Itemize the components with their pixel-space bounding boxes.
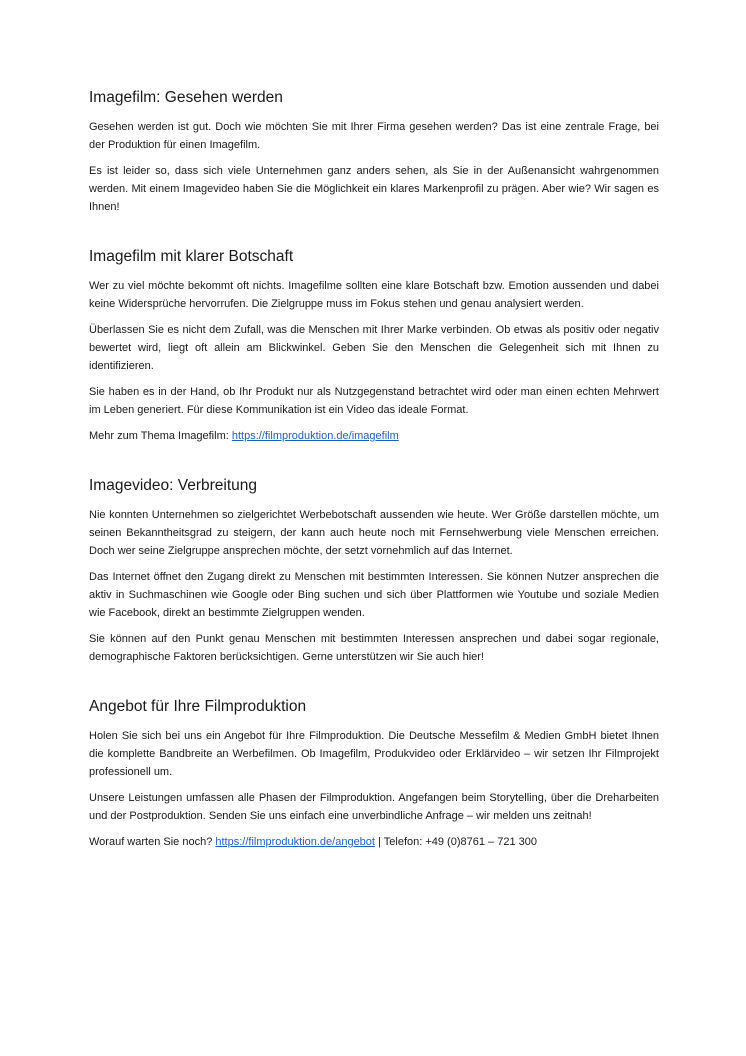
- paragraph: Holen Sie sich bei uns ein Angebot für Ihre Filmproduktion. Die Deutsche Messefilm & Medien GmbH bietet Ihnen die komplette Bandbreite an Werbefilmen. Ob Imagefilm, Produkvideo oder Erklärvideo – wir setzen Ihr Filmprojekt professionell um.: [89, 730, 659, 778]
- paragraph: Überlassen Sie es nicht dem Zufall, was die Menschen mit Ihrer Marke verbinden. Ob etwas als positiv oder negativ bewertet wird, liegt oft allein am Blickwinkel. Geben Sie den Menschen die Gelegenheit sich mit Ihnen zu identifizieren.: [89, 324, 659, 372]
- paragraph: Nie konnten Unternehmen so zielgerichtet Werbebotschaft aussenden wie heute. Wer Größe darstellen möchte, um seinen Bekanntheitsgrad zu steigern, der kann auch heute noch mit Fernsehwerbung viele Menschen erreichen. Doch wer seine Zielgruppe ansprechen möchte, der setzt vornehmlich auf das Internet.: [89, 509, 659, 557]
- paragraph: Wer zu viel möchte bekommt oft nichts. Imagefilme sollten eine klare Botschaft bzw. Emotion aussenden und dabei keine Widersprüche hervorrufen. Die Zielgruppe muss im Fokus stehen und genau analysiert werden.: [89, 280, 659, 310]
- section-heading: Imagefilm mit klarer Botschaft: [89, 248, 294, 265]
- section-imagefilm-klare-botschaft: [89, 247, 659, 445]
- paragraph: Unsere Leistungen umfassen alle Phasen der Filmproduktion. Angefangen beim Storytelling, über die Dreharbeiten und der Postproduktion. Senden Sie uns einfach eine unverbindliche Anfrage – wir melden uns zeitnah!: [89, 792, 659, 822]
- paragraph: Gesehen werden ist gut. Doch wie möchten Sie mit Ihrer Firma gesehen werden? Das ist eine zentrale Frage, bei der Produktion für einen Imagefilm.: [89, 121, 659, 151]
- phone-number: | Telefon: +49 (0)8761 – 721 300: [378, 836, 537, 848]
- imagefilm-link[interactable]: https://filmproduktion.de/imagefilm: [231, 430, 399, 442]
- paragraph: Es ist leider so, dass sich viele Unternehmen ganz anders sehen, als Sie in der Außenansicht wahrgenommen werden. Mit einem Imagevideo haben Sie die Möglichkeit ein klares Markenprofil zu prägen. Aber wie? Wir sagen es Ihnen!: [89, 165, 659, 213]
- section-heading: Angebot für Ihre Filmproduktion: [89, 698, 307, 715]
- paragraph: Das Internet öffnet den Zugang direkt zu Menschen mit bestimmten Interessen. Sie können Nutzer ansprechen die aktiv in Suchmaschinen wie Google oder Bing suchen und sich über Plattformen wie Youtube und soziale Medien wie Facebook, direkt an bestimmte Zielgruppen wenden.: [89, 571, 659, 619]
- cta-label: Worauf warten Sie noch?: [89, 836, 213, 848]
- paragraph: Sie haben es in der Hand, ob Ihr Produkt nur als Nutzgegenstand betrachtet wird oder man einen echten Mehrwert im Leben generiert. Für diese Kommunikation ist ein Video das ideale Format.: [89, 386, 659, 416]
- cta-line: [89, 833, 659, 851]
- more-info-label: Mehr zum Thema Imagefilm:: [89, 430, 229, 442]
- section-heading: Imagefilm: Gesehen werden: [89, 89, 283, 106]
- more-info-line: [89, 427, 659, 445]
- document-page: [89, 88, 659, 859]
- paragraph: Sie können auf den Punkt genau Menschen mit bestimmten Interessen ansprechen und dabei sogar regionale, demographische Faktoren berücksichtigen. Gerne unterstützen wir Sie auch hier!: [89, 633, 659, 663]
- section-heading: Imagevideo: Verbreitung: [89, 477, 258, 494]
- section-angebot-filmproduktion: [89, 697, 659, 851]
- angebot-link[interactable]: https://filmproduktion.de/angebot: [215, 836, 375, 848]
- section-imagefilm-gesehen-werden: [89, 88, 659, 216]
- section-imagevideo-verbreitung: [89, 476, 659, 666]
